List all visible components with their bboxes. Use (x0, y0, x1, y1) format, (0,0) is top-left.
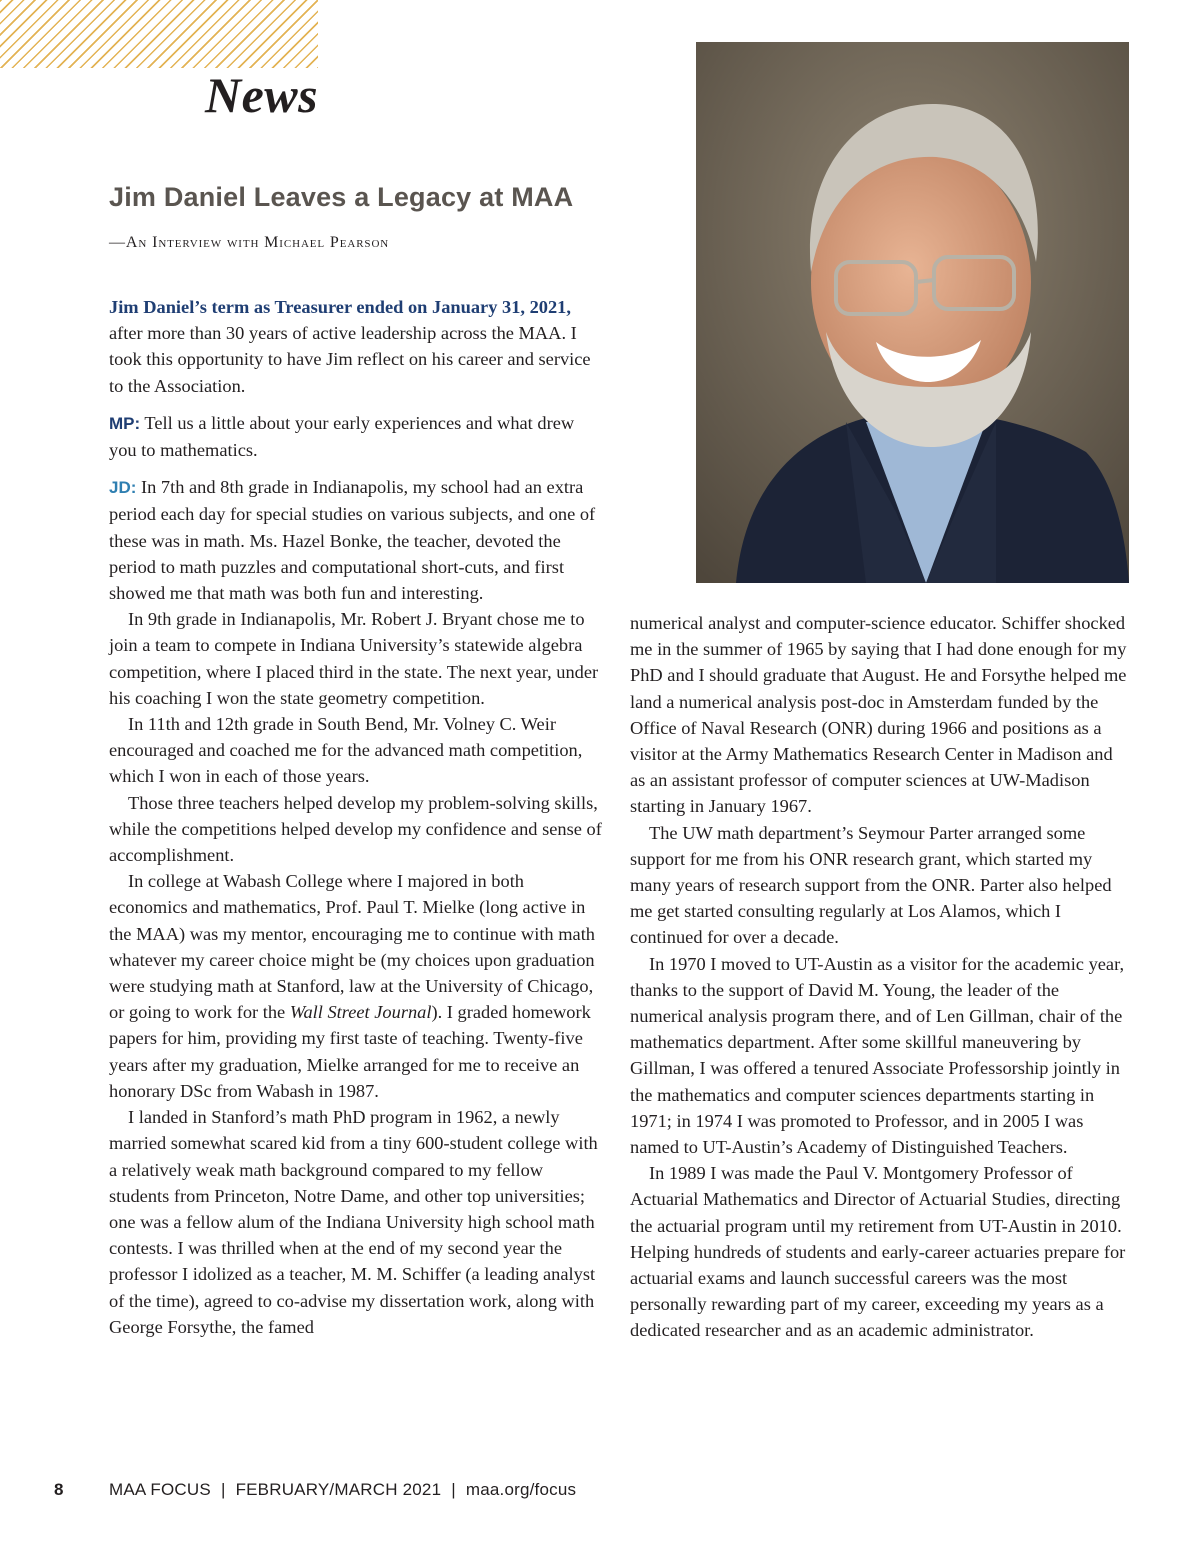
intro-text: after more than 30 years of active leadership across the MAA. I took this opportunity to have Jim reflect on his career and service to the Association. (109, 323, 591, 396)
question-text: Tell us a little about your early experiences and what drew you to mathematics. (109, 412, 575, 461)
wabash-text-after: ). I graded homework papers for him, providing my first taste of teaching. Twenty-five years after my graduation, Mielke arranged for me to receive an honorary DSc from Wabash in 1987. (109, 1002, 591, 1101)
article-column-right (630, 610, 1127, 1344)
section-label: News (205, 67, 319, 123)
question-paragraph (109, 410, 606, 463)
footer-url[interactable]: maa.org/focus (465, 1480, 577, 1499)
article-column-left (109, 294, 606, 1340)
footer-publication: MAA FOCUS (109, 1480, 211, 1499)
article-byline: —An Interview with Michael Pearson (109, 234, 390, 251)
intro-paragraph (109, 294, 606, 399)
page-footer (0, 1480, 1200, 1506)
wabash-paragraph (109, 868, 606, 1104)
body-paragraph: In 1970 I moved to UT-Austin as a visitor for the academic year, thanks to the support of David M. Young, the leader of the numerical analysis program there, and of Len Gillman, chair of the mathematics department. After some skillful maneuvering by Gillman, I was offered a tenured Associate Professorship jointly in the mathematics and computer sciences departments starting in 1971; in 1974 I was promoted to Professor, and in 2005 I was named to UT-Austin’s Academy of Distinguished Teachers. (630, 953, 1125, 1158)
footer-issue: FEBRUARY/MARCH 2021 (235, 1480, 442, 1499)
wabash-text-before: In college at Wabash College where I majored in both economics and mathematics, Prof. Paul T. Mielke (long active in the MAA) was my mentor, encouraging me to continue with math whatever my career choice might be (my choices upon graduation were studying math at Stanford, law at the University of Chicago, or going to work for the (109, 871, 595, 1023)
answer-text: In 7th and 8th grade in Indianapolis, my school had an extra period each day for special studies on various subjects, and one of these was in math. Ms. Hazel Bonke, the teacher, devoted the period to math puzzles and computational short-cuts, and first showed me that math was both fun and interesting. (109, 477, 596, 604)
intro-lead: Jim Daniel’s term as Treasurer ended on January 31, 2021, (109, 297, 571, 317)
footer-info (109, 1480, 576, 1500)
body-paragraph: In 9th grade in Indianapolis, Mr. Robert J. Bryant chose me to join a team to compete in Indiana University’s statewide algebra competition, where I placed third in the state. The next year, under his coaching I won the state geometry competition. (109, 609, 599, 708)
article-headline: Jim Daniel Leaves a Legacy at MAA (109, 182, 574, 212)
body-paragraph: Those three teachers helped develop my problem-solving skills, while the competitions helped develop my confidence and sense of accomplishment. (109, 792, 602, 866)
body-paragraph: I landed in Stanford’s math PhD program in 1962, a newly married somewhat scared kid from a tiny 600-student college with a relatively weak math background compared to my fellow students from Princeton, Notre Dame, and other top universities; one was a fellow alum of the Indiana University high school math contests. I was thrilled when at the end of my second year the professor I idolized as a teacher, M. M. Schiffer (a leading analyst of the time), agreed to co-advise my dissertation work, along with George Forsythe, the famed (109, 1107, 598, 1337)
body-paragraph: In 11th and 12th grade in South Bend, Mr. Volney C. Weir encouraged and coached me for the advanced math competition, which I won in each of those years. (109, 714, 583, 787)
answer-paragraph (109, 474, 606, 606)
decorative-stripes (0, 0, 318, 68)
interviewer-label: MP: (109, 413, 141, 433)
footer-divider: | (451, 1480, 456, 1499)
footer-divider: | (220, 1480, 226, 1499)
interviewee-label: JD: (109, 478, 137, 498)
body-paragraph: In 1989 I was made the Paul V. Montgomery Professor of Actuarial Mathematics and Director of Actuarial Studies, directing the actuarial program until my retirement from UT-Austin in 2010. Helping hundreds of students and early-career actuaries prepare for actuarial exams and launch successful careers was the most personally rewarding part of my career, exceeding my years as a dedicated researcher and as an academic administrator. (630, 1163, 1126, 1341)
body-paragraph: The UW math department’s Seymour Parter arranged some support for me from his ONR research grant, which started my many years of research support from the ONR. Parter also helped me get started consulting regularly at Los Alamos, which I continued for over a decade. (630, 822, 1112, 948)
portrait-photo (696, 42, 1129, 583)
publication-title: Wall Street Journal (289, 1002, 432, 1023)
page-number: 8 (54, 1480, 64, 1499)
body-paragraph-continued: numerical analyst and computer-science educator. Schiffer shocked me in the summer of 1965 by saying that I had done enough for my PhD and I should graduate that August. He and Forsythe helped me land a numerical analysis post-doc in Amsterdam funded by the Office of Naval Research (ONR) during 1966 and positions as a visitor at the Army Mathematics Research Center in Madison and as an assistant professor of computer sciences at UW-Madison starting in January 1967. (630, 613, 1127, 817)
